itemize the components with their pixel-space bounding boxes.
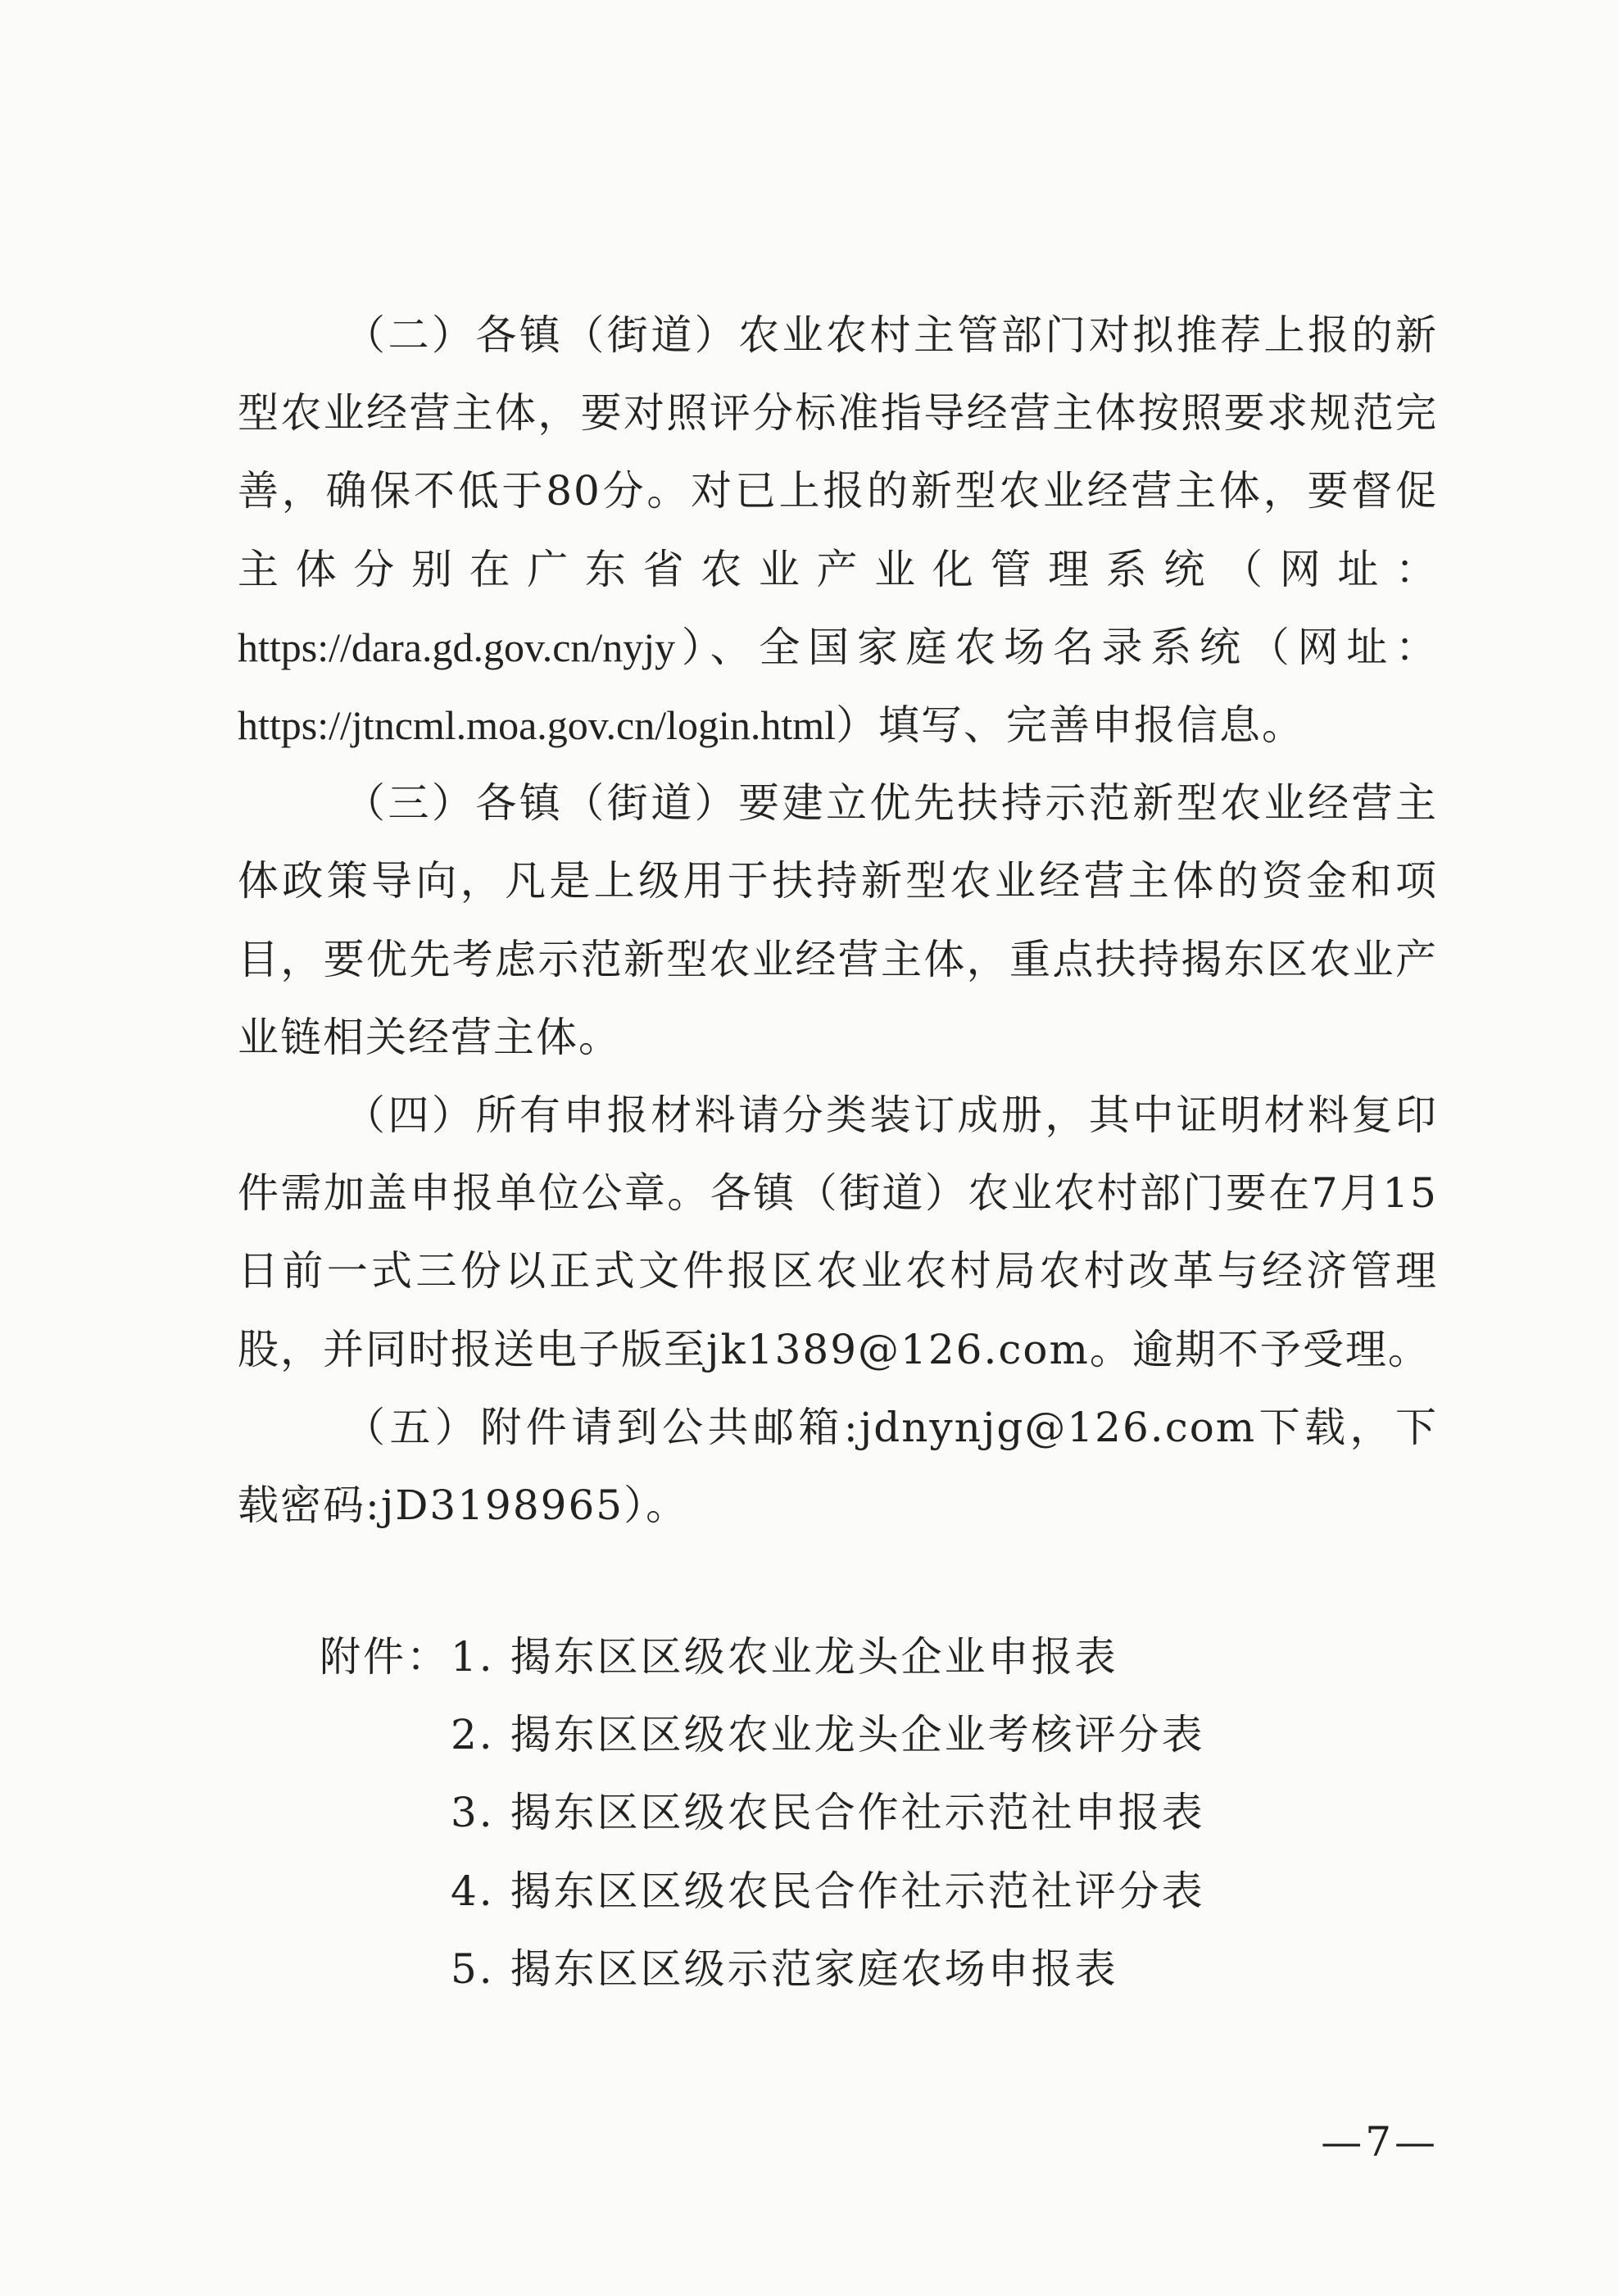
paragraph-2-middle: ）、全国家庭农场名录系统（网址： [675, 623, 1438, 671]
attachment-list [320, 1618, 1385, 2008]
attachment-item: 3. 揭东区区级农民合作社示范社申报表 [451, 1789, 1205, 1837]
attachment-item: 2. 揭东区区级农业龙头企业考核评分表 [451, 1711, 1205, 1759]
system-url-1: https://dara.gd.gov.cn/nyjy [238, 624, 676, 670]
paragraph-2-text: （二）各镇（街道）农业农村主管部门对拟推荐上报的新型农业经营主体，要对照评分标准指导经营主体按照要求规范完善，确保不低于80分。对已上报的新型农业经营主体，要督促主体分别在广东省农业产业化管理系统（网址： [238, 311, 1438, 593]
system-url-2: https://jtncml.moa.gov.cn/login.html [238, 702, 837, 749]
paragraph-2 [238, 297, 1438, 765]
paragraph-3: （三）各镇（街道）要建立优先扶持示范新型农业经营主体政策导向，凡是上级用于扶持新型农业经营主体的资金和项目，要优先考虑示范新型农业经营主体，重点扶持揭东区农业产业链相关经营主体。 [238, 779, 1438, 1061]
page-number: —7— [1321, 2118, 1439, 2166]
attachment-row [320, 1618, 1385, 1696]
attachment-row [320, 1931, 1385, 2008]
attachment-label: 附件： [320, 1633, 450, 1681]
attachment-row [320, 1774, 1385, 1852]
attachment-row [320, 1853, 1385, 1931]
attachment-item: 4. 揭东区区级农民合作社示范社评分表 [451, 1867, 1205, 1915]
attachment-item: 1. 揭东区区级农业龙头企业申报表 [451, 1633, 1118, 1681]
paragraph-5: （五）附件请到公共邮箱:jdnynjg@126.com下载，下载密码:jD3198965）。 [238, 1403, 1438, 1530]
attachment-item: 5. 揭东区区级示范家庭农场申报表 [451, 1944, 1118, 1993]
document-body [238, 297, 1438, 1545]
paragraph-4: （四）所有申报材料请分类装订成册，其中证明材料复印件需加盖申报单位公章。各镇（街道）农业农村部门要在7月15日前一式三份以正式文件报区农业农村局农村改革与经济管理股，并同时报送电子版至jk1389@126.com。逾期不予受理。 [238, 1091, 1438, 1373]
attachment-row [320, 1696, 1385, 1774]
paragraph-2-end: ）填写、完善申报信息。 [836, 701, 1305, 750]
